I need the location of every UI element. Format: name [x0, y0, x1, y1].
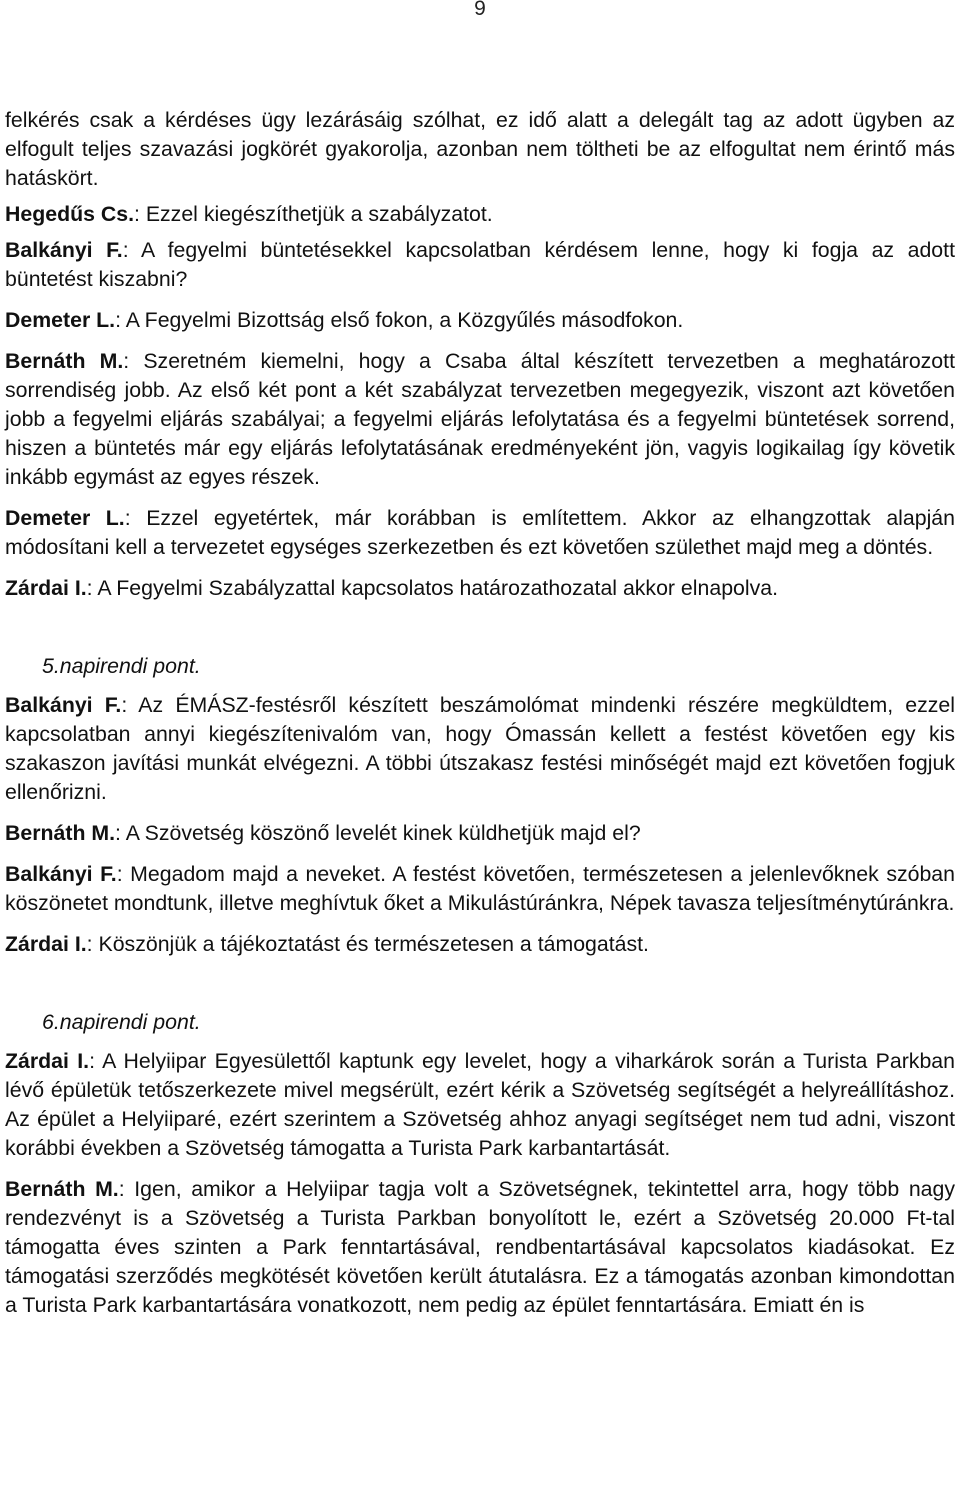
- paragraph: [5, 200, 955, 229]
- paragraph-text: : A fegyelmi büntetésekkel kapcsolatban kérdésem lenne, hogy ki fogja az adott büntetést kiszabni?: [5, 238, 955, 291]
- page-number: 9: [474, 0, 486, 20]
- speaker-name: Balkányi F.: [5, 238, 123, 262]
- paragraph-text: : Ezzel egyetértek, már korábban is említettem. Akkor az elhangzottak alapján módosítani kell a tervezetet egységes szerkezetben és ezt követően születhet majd meg a döntés.: [5, 506, 955, 559]
- paragraph-text: : Köszönjük a tájékoztatást és természetesen a támogatást.: [86, 932, 649, 956]
- section-heading: 6.napirendi pont.: [42, 1010, 201, 1034]
- paragraph: [5, 504, 955, 562]
- paragraph: [5, 860, 955, 918]
- paragraph-text: : Igen, amikor a Helyiipar tagja volt a Szövetségnek, tekintettel arra, hogy több nagy rendezvényt is a Szövetség a Turista Parkban bonyolított le, ezért a Szövetség 20.000 Ft-tal támogatta éves szinten a Park fenntartásával, rendbentartásával kapcsolatos kiadásokat. Ez támogatási szerződés megkötését követően került átutalásra. Ez a támogatás azonban kimondottan a Turista Park karbantartására vonatkozott, nem pedig az épület fenntartására. Emiatt én is: [5, 1177, 956, 1317]
- paragraph-text: : A Fegyelmi Bizottság első fokon, a Közgyűlés másodfokon.: [115, 308, 684, 332]
- speaker-name: Demeter L.: [5, 308, 116, 332]
- paragraph: [5, 930, 955, 959]
- speaker-name: Hegedűs Cs.: [5, 202, 134, 226]
- paragraph: [5, 574, 955, 603]
- paragraph: [5, 1047, 955, 1163]
- paragraph: [5, 236, 955, 294]
- section-gap: [5, 615, 955, 652]
- speaker-name: Balkányi F.: [5, 862, 117, 886]
- speaker-name: Zárdai I.: [5, 932, 87, 956]
- section-heading: 5.napirendi pont.: [42, 654, 201, 678]
- paragraph-text: felkérés csak a kérdéses ügy lezárásáig szólhat, ez idő alatt a delegált tag az adott ügyben az elfogult teljes szavazási jogkörét gyakorolja, azonban nem töltheti be az elfogultat nem érintő más hatáskört.: [5, 108, 955, 190]
- speaker-name: Bernáth M.: [5, 349, 124, 373]
- paragraph-text: : Ezzel kiegészíthetjük a szabályzatot.: [134, 202, 493, 226]
- paragraph-text: : Szeretném kiemelni, hogy a Csaba által készített tervezetben a meghatározott sorrendiség jobb. Az első két pont a két szabályzat tervezetben megegyezik, viszont azt követően jobb a fegyelmi eljárás szabályai; a fegyelmi eljárás lefolytatása és a fegyelmi büntetések sorrend, hiszen a büntetés már egy eljárás lefolytatásának eredményeként jön, vagyis logikailag így követik inkább egymást az egyes részek.: [5, 349, 955, 489]
- paragraph-text: : Az ÉMÁSZ-festésről készített beszámolómat mindenki részére megküldtem, ezzel kapcsolatban annyi kiegészítenivalóm van, hogy Ómassán kellett a festést követően egy kis szakaszon javítási munkát elvégezni. A többi útszakasz festési minőségét majd ezt követően fogjuk ellenőrizni.: [5, 693, 956, 804]
- speaker-name: Zárdai I.: [5, 1049, 90, 1073]
- section-gap: [5, 971, 955, 1008]
- paragraph-text: : A Szövetség köszönő levelét kinek küldhetjük majd el?: [115, 821, 641, 845]
- paragraph: [5, 1175, 955, 1320]
- paragraph: [5, 691, 955, 807]
- paragraph: [5, 306, 955, 335]
- paragraph-text: : A Helyiipar Egyesülettől kaptunk egy levelet, hogy a viharkárok során a Turista Parkban lévő épületük tetőszerkezete mivel megsérült, ezért kérik a Szövetség segítségét a helyreállításhoz. Az épület a Helyiiparé, ezért szerintem a Szövetség ahhoz anyagi segítséget nem tud adni, viszont korábbi években a Szövetség támogatta a Turista Park karbantartását.: [5, 1049, 955, 1160]
- paragraph: [5, 106, 955, 193]
- paragraph: [5, 819, 955, 848]
- paragraph-text: : Megadom majd a neveket. A festést követően, természetesen a jelenlevőknek szóban köszönetet mondtunk, illetve meghívtuk őket a Mikulástúránkra, Népek tavasza teljesítménytúránkra.: [5, 862, 955, 915]
- speaker-name: Demeter L.: [5, 506, 125, 530]
- paragraph-text: : A Fegyelmi Szabályzattal kapcsolatos határozathozatal akkor elnapolva.: [86, 576, 779, 600]
- speaker-name: Zárdai I.: [5, 576, 87, 600]
- paragraph: [5, 347, 955, 492]
- document-body: [5, 106, 955, 1332]
- speaker-name: Bernáth M.: [5, 821, 116, 845]
- speaker-name: Balkányi F.: [5, 693, 122, 717]
- speaker-name: Bernáth M.: [5, 1177, 119, 1201]
